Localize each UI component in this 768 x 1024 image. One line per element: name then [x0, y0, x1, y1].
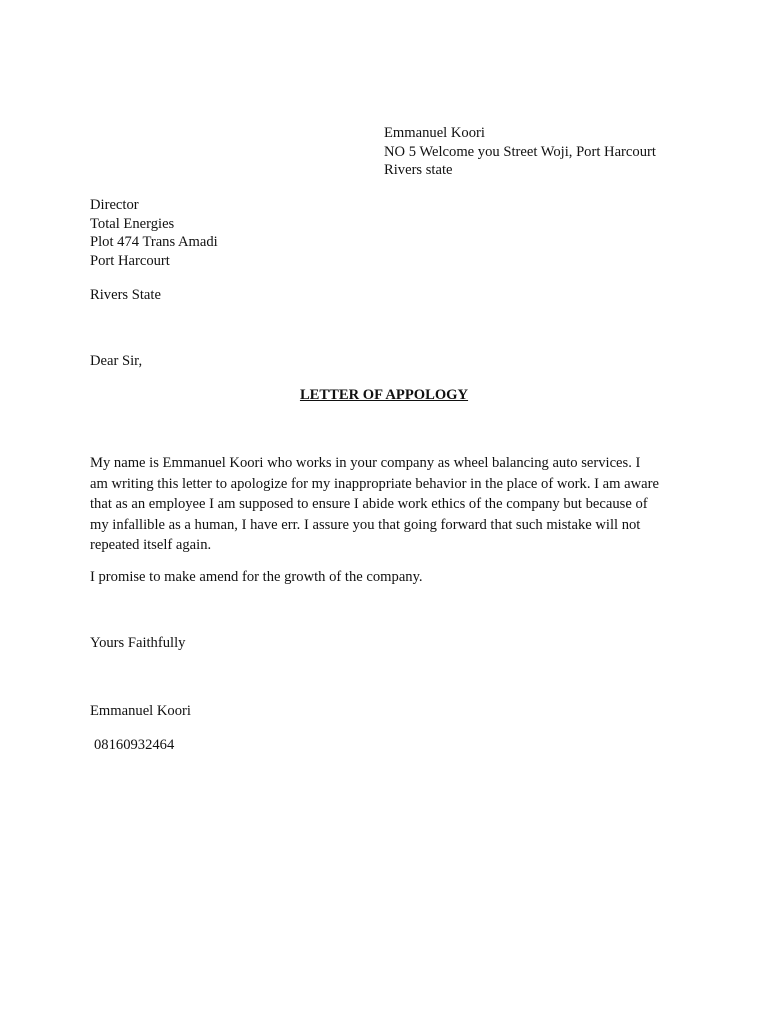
body-line: My name is Emmanuel Koori who works in your company as wheel balancing auto services. I	[90, 455, 641, 471]
letter-body	[90, 453, 690, 556]
signature-name: Emmanuel Koori	[90, 703, 191, 719]
body-line: am writing this letter to apologize for my inappropriate behavior in the place of work. I am aware	[90, 475, 659, 492]
letter-subject: LETTER OF APPOLOGY	[299, 387, 469, 403]
recipient-address	[90, 196, 218, 270]
sender-name: Emmanuel Koori	[384, 125, 485, 141]
recipient-city: Port Harcourt	[90, 252, 170, 269]
recipient-address-line1: Plot 474 Trans Amadi	[90, 234, 218, 250]
sender-address-line2: Rivers state	[384, 162, 453, 178]
salutation: Dear Sir,	[90, 353, 143, 369]
sender-address-line1: NO 5 Welcome you Street Woji, Port Harcourt	[384, 143, 656, 160]
body-line: my infallible as a human, I have err. I assure you that going forward that such mistake will not	[90, 516, 641, 533]
recipient-title: Director	[90, 197, 139, 213]
recipient-company: Total Energies	[90, 215, 175, 232]
promise-paragraph: I promise to make amend for the growth of the company.	[90, 569, 423, 585]
recipient-state: Rivers State	[90, 287, 161, 303]
body-line: that as an employee I am supposed to ensure I abide work ethics of the company but because of	[90, 496, 648, 513]
phone-number: 08160932464	[94, 737, 175, 753]
sender-address	[384, 124, 656, 180]
body-line: repeated itself again.	[90, 537, 212, 554]
closing: Yours Faithfully	[90, 635, 186, 651]
